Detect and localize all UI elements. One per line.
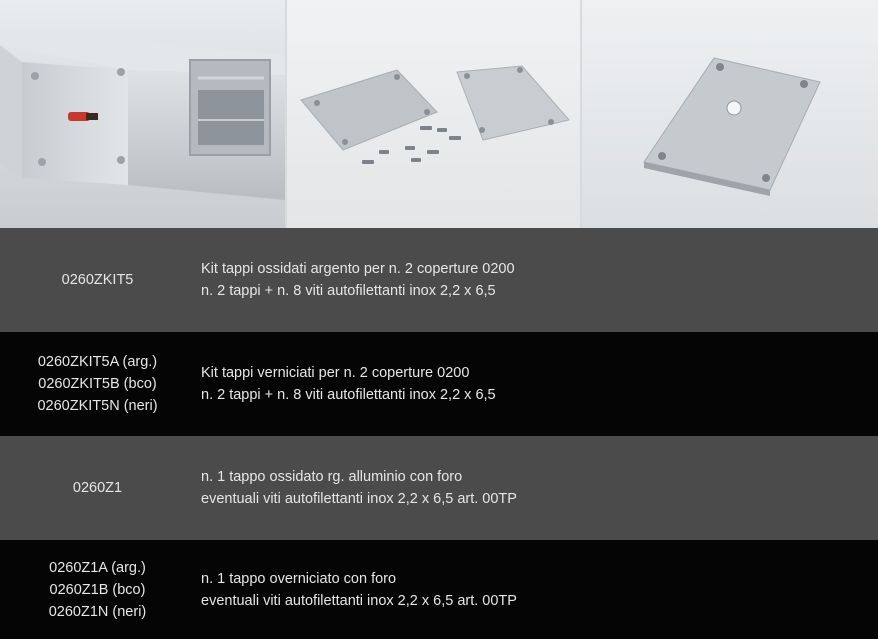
product-code-cell xyxy=(0,477,195,499)
product-description-cell xyxy=(195,258,515,302)
product-photos xyxy=(0,0,878,228)
aluminium-profile-with-end-cap-photo xyxy=(0,0,285,228)
product-code: 0260ZKIT5 xyxy=(61,272,134,288)
description-line: n. 2 tappi + n. 8 viti autofilettanti inox 2,2 x 6,5 xyxy=(201,387,496,403)
product-description-cell xyxy=(195,568,517,612)
table-row xyxy=(0,228,878,332)
product-description-cell xyxy=(195,466,517,510)
product-code: 0260Z1A (arg.) xyxy=(49,559,146,576)
end-caps-and-screws-photo xyxy=(287,0,580,228)
product-code: 0260ZKIT5A (arg.) xyxy=(37,354,158,370)
product-code: 0260Z1N (neri) xyxy=(48,603,147,620)
table-row xyxy=(0,540,878,639)
product-code: 0260ZKIT5B (bco) xyxy=(38,376,157,392)
end-cap-with-hole-photo xyxy=(582,0,878,228)
product-code-cell xyxy=(0,269,195,291)
product-description-cell xyxy=(195,362,496,406)
product-code: 0260Z1 xyxy=(72,480,123,496)
table-row xyxy=(0,332,878,436)
product-code: 0260ZKIT5N (neri) xyxy=(37,398,158,414)
table-row xyxy=(0,436,878,540)
product-code: 0260Z1B (bco) xyxy=(49,581,146,598)
description-line: n. 1 tappo ossidato rg. alluminio con foro xyxy=(201,469,463,485)
description-line: eventuali viti autofilettanti inox 2,2 x 6,5 art. 00TP xyxy=(201,592,517,609)
description-line: Kit tappi ossidati argento per n. 2 coperture 0200 xyxy=(201,261,515,277)
description-line: Kit tappi verniciati per n. 2 coperture 0200 xyxy=(201,365,470,381)
product-table xyxy=(0,228,878,639)
description-line: n. 2 tappi + n. 8 viti autofilettanti inox 2,2 x 6,5 xyxy=(201,283,496,299)
product-code-cell xyxy=(0,351,195,417)
description-line: n. 1 tappo overniciato con foro xyxy=(201,570,397,587)
product-code-cell xyxy=(0,557,195,623)
description-line: eventuali viti autofilettanti inox 2,2 x 6,5 art. 00TP xyxy=(201,491,517,507)
